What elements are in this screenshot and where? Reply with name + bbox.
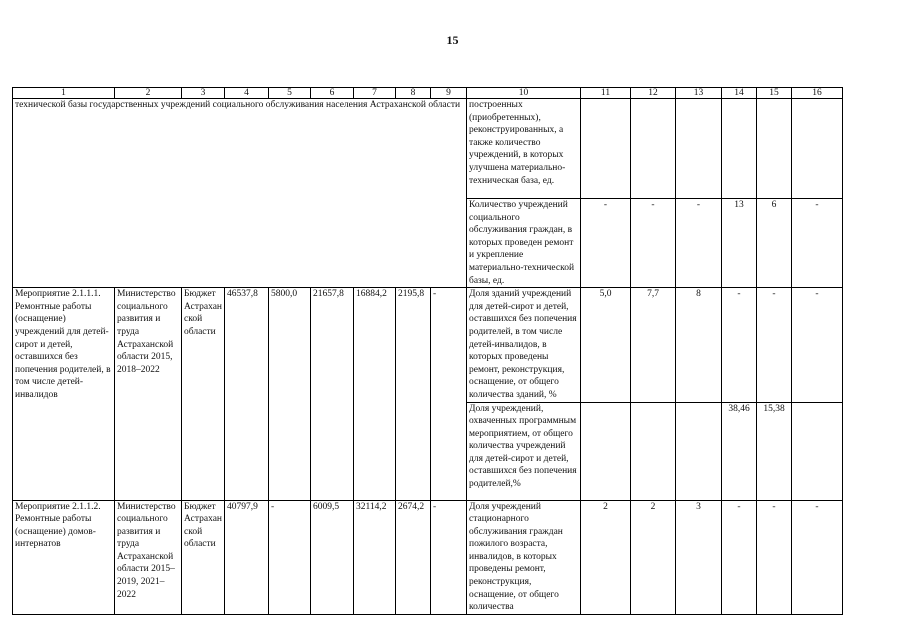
value-cell: 6 xyxy=(757,199,792,288)
amount-cell: - xyxy=(269,500,311,614)
value-cell: 8 xyxy=(676,288,722,402)
value-cell: 2 xyxy=(581,500,631,614)
value-cell: - xyxy=(581,199,631,288)
value-cell xyxy=(676,99,722,199)
program-table xyxy=(12,87,843,615)
value-cell: 38,46 xyxy=(722,402,757,500)
value-cell: - xyxy=(792,500,843,614)
col-header: 3 xyxy=(182,88,225,99)
continuation-row xyxy=(13,99,843,199)
amount-cell: 16884,2 xyxy=(354,288,396,500)
amount-cell: 2674,2 xyxy=(396,500,431,614)
value-cell xyxy=(792,99,843,199)
executor-cell: Министерство социального развития и труда Астраханской области 2015–2019, 2021–2022 xyxy=(115,500,182,614)
amount-cell: 46537,8 xyxy=(225,288,269,500)
col-header: 11 xyxy=(581,88,631,99)
value-cell xyxy=(757,99,792,199)
col-header: 13 xyxy=(676,88,722,99)
value-cell: - xyxy=(676,199,722,288)
value-cell xyxy=(676,402,722,500)
amount-cell: 21657,8 xyxy=(311,288,354,500)
amount-cell: - xyxy=(431,500,467,614)
source-cell: Бюджет Астраханской области xyxy=(182,500,225,614)
amount-cell: 2195,8 xyxy=(396,288,431,500)
col-header: 5 xyxy=(269,88,311,99)
value-cell xyxy=(792,402,843,500)
amount-cell: - xyxy=(431,288,467,500)
col-header: 7 xyxy=(354,88,396,99)
amount-cell: 40797,9 xyxy=(225,500,269,614)
value-cell xyxy=(581,402,631,500)
amount-cell: 6009,5 xyxy=(311,500,354,614)
value-cell: 3 xyxy=(676,500,722,614)
indicator-cell: Доля учреждений стационарного обслуживания граждан пожилого возраста, инвалидов, в которых проведены ремонт, реконструкция, оснащение, от общего количества xyxy=(467,500,581,614)
indicator-cell: Доля зданий учреждений для детей-сирот и детей, оставшихся без попечения родителей, в том числе детей-инвалидов, в которых проведены ремонт, реконструкция, оснащение, от общего количества зданий, % xyxy=(467,288,581,402)
value-cell: 15,38 xyxy=(757,402,792,500)
indicator-cell: построенных (приобретенных), реконструированных, а также количество учреждений, в которых улучшена материально-техническая база, ед. xyxy=(467,99,581,199)
value-cell: - xyxy=(792,288,843,402)
page-number: 15 xyxy=(446,33,459,47)
source-cell: Бюджет Астраханской области xyxy=(182,288,225,500)
amount-cell: 32114,2 xyxy=(354,500,396,614)
continuation-text: технической базы государственных учреждений социального обслуживания населения Астраханской области xyxy=(13,99,467,288)
value-cell: - xyxy=(722,500,757,614)
event-row xyxy=(13,288,843,402)
col-header: 4 xyxy=(225,88,269,99)
value-cell: - xyxy=(792,199,843,288)
value-cell xyxy=(581,99,631,199)
indicator-cell: Количество учреждений социального обслуживания граждан, в которых проведен ремонт и укрепление материально-технической базы, ед. xyxy=(467,199,581,288)
value-cell: - xyxy=(631,199,676,288)
event-row xyxy=(13,500,843,614)
value-cell: - xyxy=(757,288,792,402)
value-cell: - xyxy=(722,288,757,402)
value-cell: - xyxy=(757,500,792,614)
value-cell: 13 xyxy=(722,199,757,288)
col-header: 14 xyxy=(722,88,757,99)
value-cell: 5,0 xyxy=(581,288,631,402)
value-cell: 7,7 xyxy=(631,288,676,402)
col-header: 6 xyxy=(311,88,354,99)
event-name: Мероприятие 2.1.1.1. Ремонтные работы (оснащение) учреждений для детей-сирот и детей, оставшихся без попечения родителей, в том числе детей-инвалидов xyxy=(13,288,115,500)
col-header: 9 xyxy=(431,88,467,99)
value-cell xyxy=(631,99,676,199)
col-header: 8 xyxy=(396,88,431,99)
value-cell xyxy=(722,99,757,199)
col-header: 12 xyxy=(631,88,676,99)
executor-cell: Министерство социального развития и труда Астраханской области 2015, 2018–2022 xyxy=(115,288,182,500)
col-header: 15 xyxy=(757,88,792,99)
col-header: 1 xyxy=(13,88,115,99)
col-header: 16 xyxy=(792,88,843,99)
value-cell xyxy=(631,402,676,500)
col-header: 10 xyxy=(467,88,581,99)
event-name: Мероприятие 2.1.1.2. Ремонтные работы (оснащение) домов-интернатов xyxy=(13,500,115,614)
header-row xyxy=(13,88,843,99)
col-header: 2 xyxy=(115,88,182,99)
indicator-cell: Доля учреждений, охваченных программным мероприятием, от общего количества учреждений для детей-сирот и детей, оставшихся без попечения родителей,% xyxy=(467,402,581,500)
amount-cell: 5800,0 xyxy=(269,288,311,500)
value-cell: 2 xyxy=(631,500,676,614)
